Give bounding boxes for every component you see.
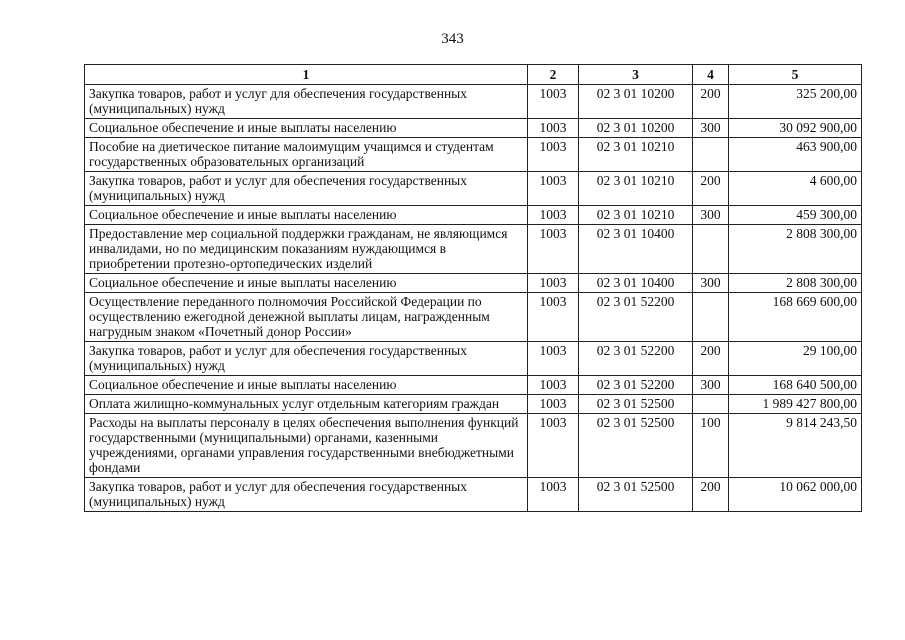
row-expense-type-cell: 200 <box>693 342 729 376</box>
table-row <box>85 119 862 138</box>
table-row <box>85 395 862 414</box>
page-number: 343 <box>441 31 464 47</box>
table-row <box>85 342 862 376</box>
row-name-cell: Социальное обеспечение и иные выплаты населению <box>85 206 528 225</box>
row-amount-cell: 1 989 427 800,00 <box>729 395 862 414</box>
row-name-cell: Закупка товаров, работ и услуг для обеспечения государственных (муниципальных) нужд <box>85 478 528 512</box>
row-target-code-cell: 02 3 01 10210 <box>579 138 693 172</box>
row-name-cell: Закупка товаров, работ и услуг для обеспечения государственных (муниципальных) нужд <box>85 85 528 119</box>
table-row <box>85 414 862 478</box>
row-expense-type-cell: 200 <box>693 478 729 512</box>
row-amount-cell: 4 600,00 <box>729 172 862 206</box>
row-name-cell: Пособие на диетическое питание малоимущим учащимся и студентам государственных образовательных организаций <box>85 138 528 172</box>
row-expense-type-cell: 300 <box>693 206 729 225</box>
row-amount-cell: 2 808 300,00 <box>729 225 862 274</box>
row-name-cell: Социальное обеспечение и иные выплаты населению <box>85 376 528 395</box>
table-row <box>85 172 862 206</box>
row-section-cell: 1003 <box>528 206 579 225</box>
table-row <box>85 274 862 293</box>
row-amount-cell: 459 300,00 <box>729 206 862 225</box>
row-section-cell: 1003 <box>528 293 579 342</box>
row-name-cell: Социальное обеспечение и иные выплаты населению <box>85 274 528 293</box>
row-target-code-cell: 02 3 01 52500 <box>579 478 693 512</box>
row-section-cell: 1003 <box>528 119 579 138</box>
row-expense-type-cell: 200 <box>693 172 729 206</box>
table-row <box>85 478 862 512</box>
row-expense-type-cell: 200 <box>693 85 729 119</box>
budget-table <box>84 64 862 512</box>
row-amount-cell: 30 092 900,00 <box>729 119 862 138</box>
row-amount-cell: 9 814 243,50 <box>729 414 862 478</box>
row-amount-cell: 10 062 000,00 <box>729 478 862 512</box>
row-section-cell: 1003 <box>528 138 579 172</box>
row-expense-type-cell: 300 <box>693 376 729 395</box>
row-section-cell: 1003 <box>528 85 579 119</box>
row-target-code-cell: 02 3 01 52200 <box>579 293 693 342</box>
header-col-1: 1 <box>85 65 528 85</box>
row-target-code-cell: 02 3 01 52200 <box>579 376 693 395</box>
row-target-code-cell: 02 3 01 52500 <box>579 395 693 414</box>
row-amount-cell: 168 669 600,00 <box>729 293 862 342</box>
row-section-cell: 1003 <box>528 478 579 512</box>
row-target-code-cell: 02 3 01 10210 <box>579 206 693 225</box>
row-name-cell: Предоставление мер социальной поддержки гражданам, не являющимся инвалидами, но по медицинским показаниям нуждающимся в приобретении протезно-ортопедических изделий <box>85 225 528 274</box>
header-col-2: 2 <box>528 65 579 85</box>
row-target-code-cell: 02 3 01 10210 <box>579 172 693 206</box>
row-target-code-cell: 02 3 01 52200 <box>579 342 693 376</box>
row-section-cell: 1003 <box>528 376 579 395</box>
row-target-code-cell: 02 3 01 52500 <box>579 414 693 478</box>
header-col-4: 4 <box>693 65 729 85</box>
row-expense-type-cell <box>693 225 729 274</box>
row-section-cell: 1003 <box>528 342 579 376</box>
row-name-cell: Закупка товаров, работ и услуг для обеспечения государственных (муниципальных) нужд <box>85 172 528 206</box>
row-name-cell: Социальное обеспечение и иные выплаты населению <box>85 119 528 138</box>
row-expense-type-cell <box>693 138 729 172</box>
table-header <box>85 65 862 85</box>
table-row <box>85 293 862 342</box>
row-target-code-cell: 02 3 01 10200 <box>579 119 693 138</box>
row-amount-cell: 2 808 300,00 <box>729 274 862 293</box>
header-col-5: 5 <box>729 65 862 85</box>
row-section-cell: 1003 <box>528 414 579 478</box>
table-row <box>85 206 862 225</box>
row-expense-type-cell <box>693 395 729 414</box>
table-row <box>85 138 862 172</box>
table-row <box>85 225 862 274</box>
row-expense-type-cell: 300 <box>693 274 729 293</box>
row-expense-type-cell: 300 <box>693 119 729 138</box>
row-name-cell: Расходы на выплаты персоналу в целях обеспечения выполнения функций государственными (муниципальными) органами, казенными учреждениями, органами управления государственными внебюджетными фондами <box>85 414 528 478</box>
table-row <box>85 85 862 119</box>
row-name-cell: Осуществление переданного полномочия Российской Федерации по осуществлению ежегодной денежной выплаты лицам, награжденным нагрудным знаком «Почетный донор России» <box>85 293 528 342</box>
header-row <box>85 65 862 85</box>
row-amount-cell: 325 200,00 <box>729 85 862 119</box>
row-expense-type-cell <box>693 293 729 342</box>
row-name-cell: Закупка товаров, работ и услуг для обеспечения государственных (муниципальных) нужд <box>85 342 528 376</box>
row-target-code-cell: 02 3 01 10400 <box>579 225 693 274</box>
row-section-cell: 1003 <box>528 395 579 414</box>
row-target-code-cell: 02 3 01 10200 <box>579 85 693 119</box>
row-expense-type-cell: 100 <box>693 414 729 478</box>
header-col-3: 3 <box>579 65 693 85</box>
row-amount-cell: 168 640 500,00 <box>729 376 862 395</box>
row-section-cell: 1003 <box>528 274 579 293</box>
table-body <box>85 85 862 512</box>
table-row <box>85 376 862 395</box>
row-section-cell: 1003 <box>528 225 579 274</box>
row-amount-cell: 463 900,00 <box>729 138 862 172</box>
row-name-cell: Оплата жилищно-коммунальных услуг отдельным категориям граждан <box>85 395 528 414</box>
row-section-cell: 1003 <box>528 172 579 206</box>
row-target-code-cell: 02 3 01 10400 <box>579 274 693 293</box>
row-amount-cell: 29 100,00 <box>729 342 862 376</box>
